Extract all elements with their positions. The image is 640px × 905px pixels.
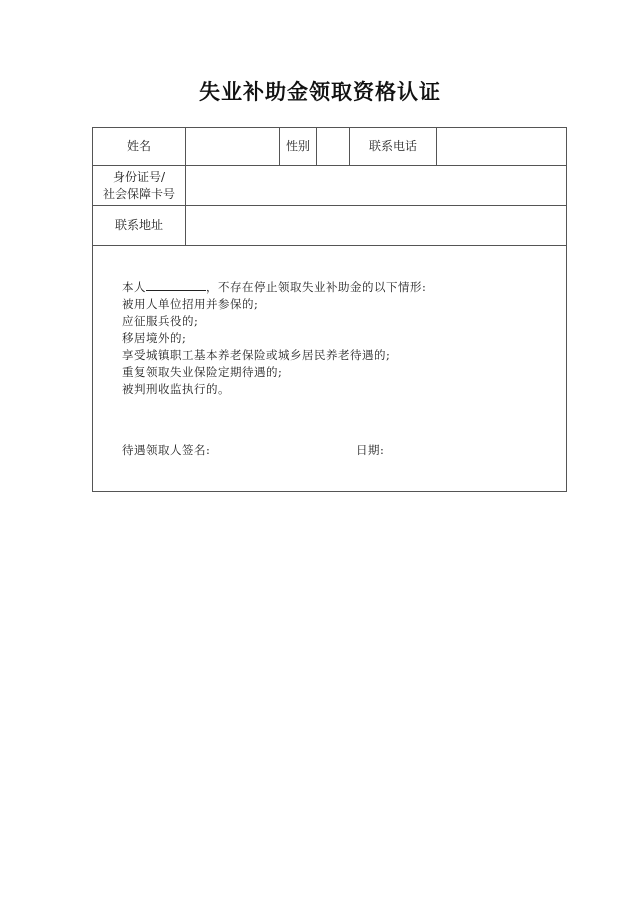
address-label: 联系地址 bbox=[93, 206, 186, 246]
statement-item: 被用人单位招用并参保的; bbox=[122, 297, 259, 311]
id-field[interactable] bbox=[186, 166, 567, 206]
name-blank-line[interactable] bbox=[146, 278, 206, 291]
statement-intro bbox=[122, 278, 566, 296]
form-row-statement bbox=[93, 246, 567, 492]
signature-label: 待遇领取人签名: bbox=[122, 443, 211, 457]
phone-field[interactable] bbox=[437, 128, 567, 166]
form-row-id bbox=[93, 166, 567, 206]
statement-intro-prefix: 本人 bbox=[122, 280, 146, 294]
date-label: 日期: bbox=[356, 443, 385, 457]
id-label-line2: 社会保障卡号 bbox=[102, 186, 175, 201]
statement-item: 移居境外的; bbox=[122, 331, 187, 345]
form-row-address bbox=[93, 206, 567, 246]
statement-item: 被判刑收监执行的。 bbox=[122, 382, 230, 396]
gender-label: 性别 bbox=[280, 128, 317, 166]
form-row-basic-info bbox=[93, 128, 567, 166]
statement-cell bbox=[93, 246, 567, 492]
gender-field[interactable] bbox=[317, 128, 350, 166]
address-field[interactable] bbox=[186, 206, 567, 246]
statement-item: 享受城镇职工基本养老保险或城乡居民养老待遇的; bbox=[122, 348, 391, 362]
statement-item: 重复领取失业保险定期待遇的; bbox=[122, 365, 283, 379]
page-title: 失业补助金领取资格认证 bbox=[199, 79, 441, 104]
name-label: 姓名 bbox=[93, 128, 186, 166]
statement-intro-suffix: ，不存在停止领取失业补助金的以下情形: bbox=[206, 280, 427, 294]
statement-item: 应征服兵役的; bbox=[122, 314, 199, 328]
phone-label: 联系电话 bbox=[350, 128, 437, 166]
certification-form-table bbox=[92, 127, 567, 492]
id-label-line1: 身份证号/ bbox=[112, 169, 166, 184]
id-label bbox=[93, 166, 186, 206]
statement-text bbox=[93, 246, 566, 398]
name-field[interactable] bbox=[186, 128, 280, 166]
